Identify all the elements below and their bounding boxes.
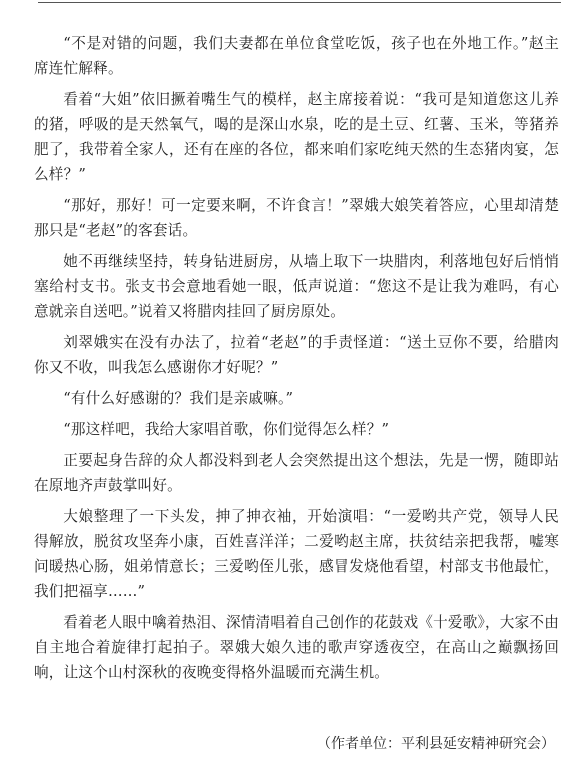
paragraph-3: “那好，那好！可一定要来啊，不许食言！”翠娥大娘笑着答应，心里却清楚那只是“老赵”的客套话。 xyxy=(34,197,559,239)
paragraph-10: 看着老人眼中噙着热泪、深情清唱着自己创作的花鼓戏《十爱歌》，大家不由自主地合着旋律打起拍子。翠娥大娘久违的歌声穿透夜空，在高山之巅飘扬回响，让这个山村深秋的夜晚变得格外温暖而充满生机。 xyxy=(34,614,559,681)
top-divider xyxy=(38,2,561,3)
paragraph-6: “有什么好感谢的？我们是亲戚嘛。” xyxy=(63,390,294,407)
paragraph-2: 看着“大姐”依旧撅着嘴生气的模样，赵主席接着说：“我可是知道您这儿养的猪，呼吸的是天然氧气，喝的是深山水泉，吃的是土豆、红薯、玉米，等猪养肥了，我带着全家人，还有在座的各位，都来咱们家吃纯天然的生态猪肉宴，怎么样？” xyxy=(34,91,559,183)
article-body xyxy=(34,31,559,691)
paragraph-4: 她不再继续坚持，转身钻进厨房，从墙上取下一块腊肉，利落地包好后悄悄塞给村支书。张支书会意地看她一眼，低声说道：“您这不是让我为难吗，有心意就亲自送吧。”说着又将腊肉挂回了厨房原处。 xyxy=(34,253,559,320)
paragraph-5: 刘翠娥实在没有办法了，拉着“老赵”的手责怪道：“送土豆你不要，给腊肉你又不收，叫我怎么感谢你才好呢？” xyxy=(34,334,559,376)
author-affiliation: （作者单位：平利县延安精神研究会） xyxy=(317,736,555,752)
paragraph-9: 大娘整理了一下头发，抻了抻衣袖，开始演唱：“一爱哟共产党，领导人民得解放，脱贫攻坚奔小康，百姓喜洋洋；二爱哟赵主席，扶贫结亲把我帮，嘘寒问暖热心肠，姐弟情意长；三爱哟侄儿张，感冒发烧他看望，村部支书他最忙，我们把福享……” xyxy=(34,508,559,600)
paragraph-7: “那这样吧，我给大家唱首歌，你们觉得怎么样？” xyxy=(63,421,390,438)
paragraph-1: “不是对错的问题，我们夫妻都在单位食堂吃饭，孩子也在外地工作。”赵主席连忙解释。 xyxy=(34,35,559,77)
paragraph-8: 正要起身告辞的众人都没料到老人会突然提出这个想法，先是一愣，随即站在原地齐声鼓掌叫好。 xyxy=(34,452,559,494)
